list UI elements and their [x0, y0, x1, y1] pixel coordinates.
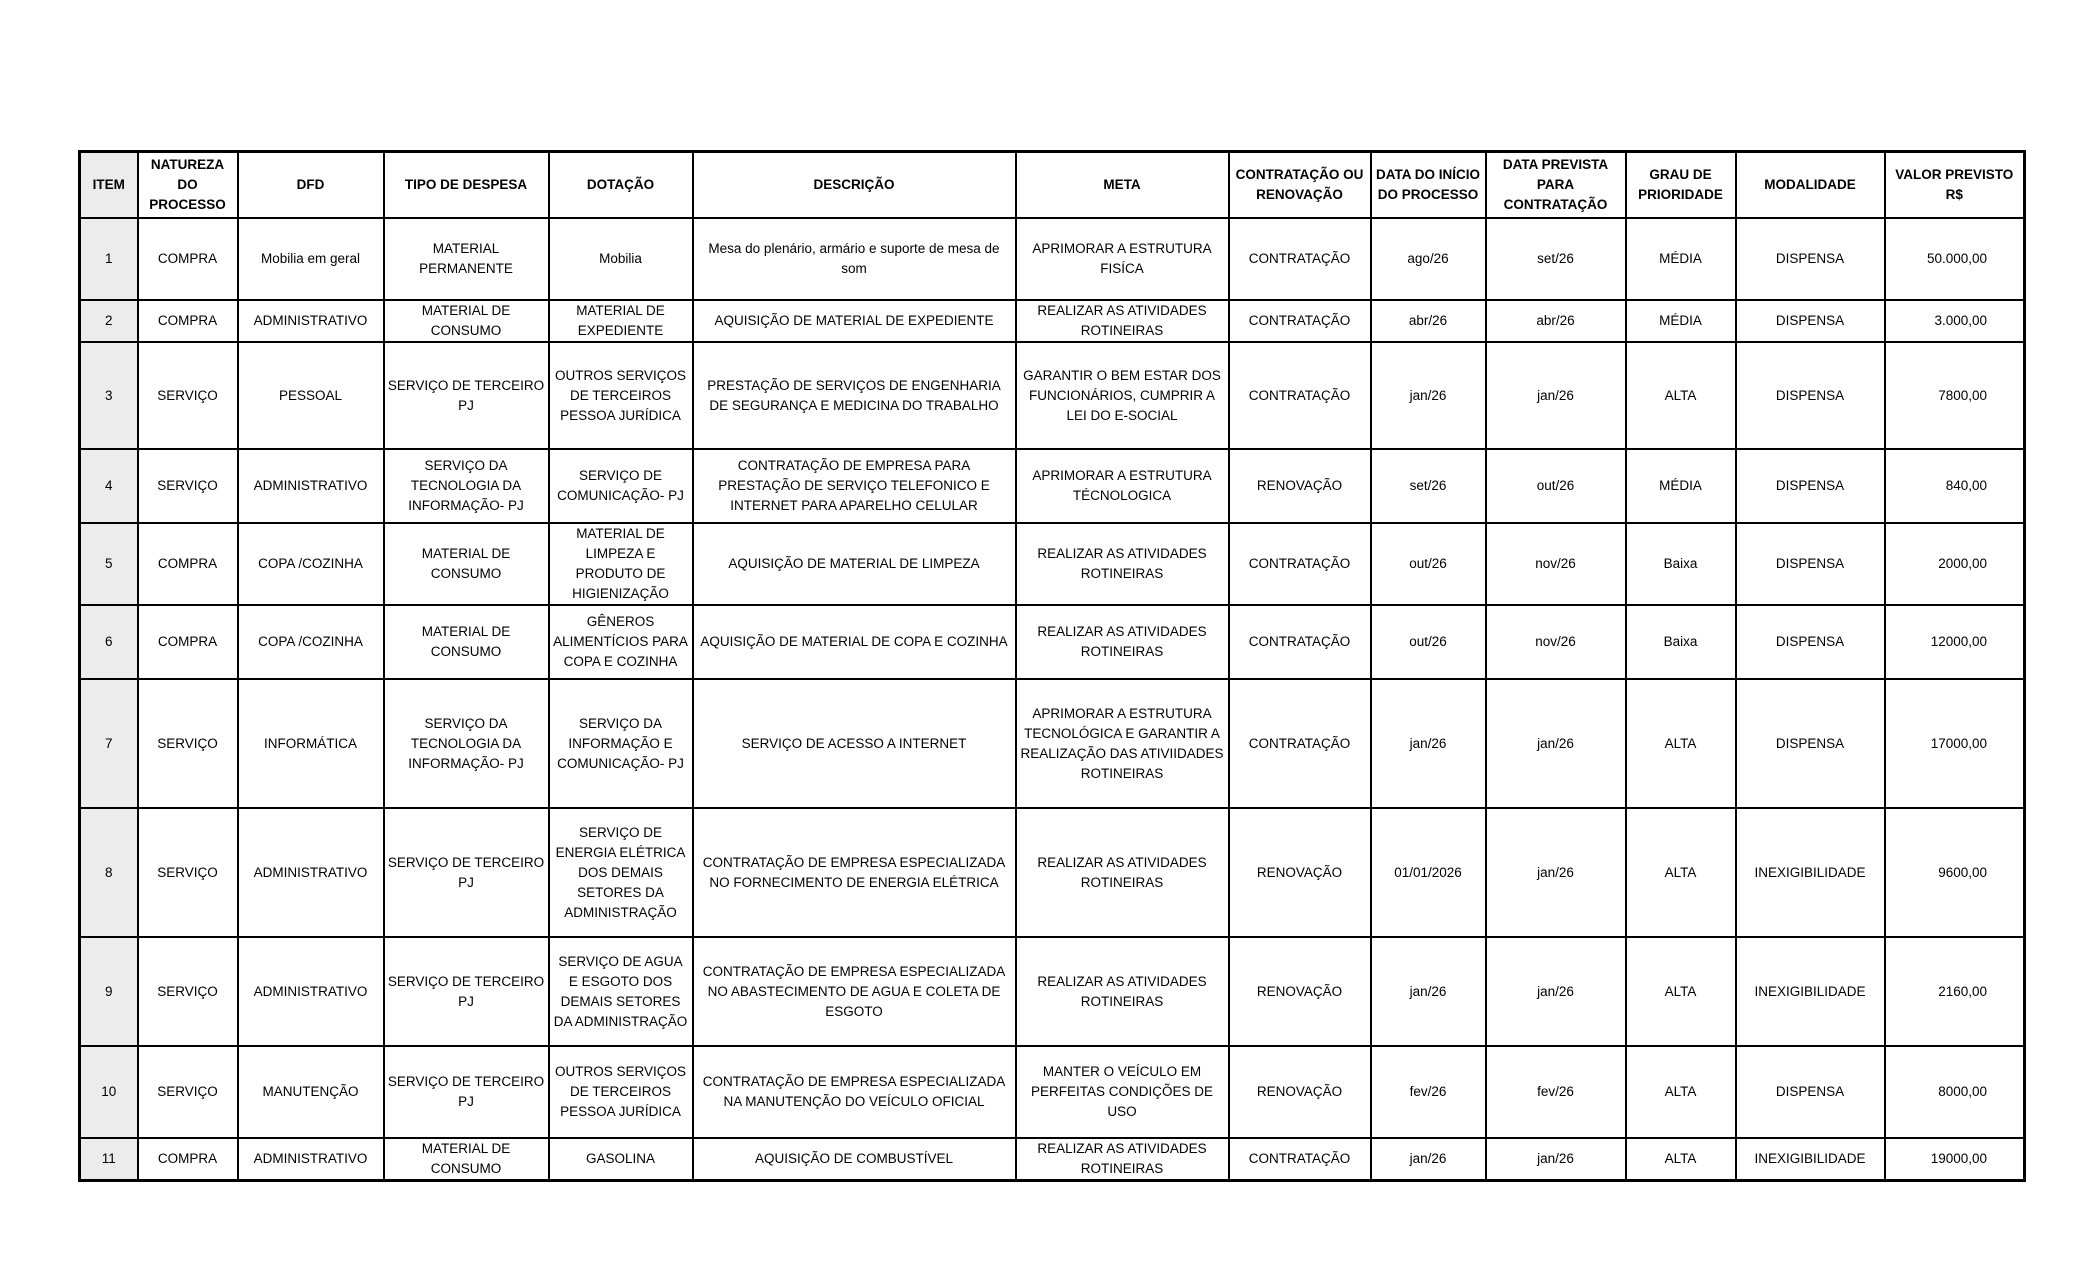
cell-dfd: ADMINISTRATIVO: [238, 808, 384, 937]
cell-valor-previsto: 2000,00: [1885, 523, 2025, 605]
cell-meta: REALIZAR AS ATIVIDADES ROTINEIRAS: [1016, 300, 1229, 342]
cell-valor-previsto: 12000,00: [1885, 605, 2025, 679]
cell-modalidade: DISPENSA: [1736, 300, 1885, 342]
cell-contratacao-renovacao: CONTRATAÇÃO: [1229, 300, 1371, 342]
cell-valor-previsto: 3.000,00: [1885, 300, 2025, 342]
cell-meta: REALIZAR AS ATIVIDADES ROTINEIRAS: [1016, 937, 1229, 1046]
cell-natureza: SERVIÇO: [138, 679, 238, 808]
header-grau-prioridade: GRAU DE PRIORIDADE: [1626, 152, 1736, 219]
cell-tipo-despesa: SERVIÇO DE TERCEIRO PJ: [384, 937, 549, 1046]
cell-modalidade: DISPENSA: [1736, 449, 1885, 523]
table-row: [80, 523, 2025, 605]
cell-tipo-despesa: MATERIAL DE CONSUMO: [384, 1138, 549, 1181]
cell-tipo-despesa: SERVIÇO DE TERCEIRO PJ: [384, 342, 549, 449]
cell-dfd: INFORMÁTICA: [238, 679, 384, 808]
cell-dfd: PESSOAL: [238, 342, 384, 449]
cell-modalidade: DISPENSA: [1736, 679, 1885, 808]
cell-tipo-despesa: MATERIAL PERMANENTE: [384, 218, 549, 300]
cell-grau-prioridade: Baixa: [1626, 523, 1736, 605]
cell-item: 10: [80, 1046, 138, 1138]
cell-grau-prioridade: MÉDIA: [1626, 300, 1736, 342]
header-natureza: NATUREZA DO PROCESSO: [138, 152, 238, 219]
cell-dotacao: OUTROS SERVIÇOS DE TERCEIROS PESSOA JURÍDICA: [549, 342, 693, 449]
cell-natureza: COMPRA: [138, 605, 238, 679]
cell-item: 3: [80, 342, 138, 449]
cell-dfd: ADMINISTRATIVO: [238, 449, 384, 523]
cell-tipo-despesa: SERVIÇO DE TERCEIRO PJ: [384, 1046, 549, 1138]
cell-data-inicio: out/26: [1371, 605, 1486, 679]
table-row: [80, 449, 2025, 523]
cell-contratacao-renovacao: CONTRATAÇÃO: [1229, 1138, 1371, 1181]
cell-tipo-despesa: MATERIAL DE CONSUMO: [384, 523, 549, 605]
cell-dotacao: GÊNEROS ALIMENTÍCIOS PARA COPA E COZINHA: [549, 605, 693, 679]
table-row: [80, 937, 2025, 1046]
cell-meta: REALIZAR AS ATIVIDADES ROTINEIRAS: [1016, 808, 1229, 937]
cell-contratacao-renovacao: CONTRATAÇÃO: [1229, 679, 1371, 808]
cell-descricao: PRESTAÇÃO DE SERVIÇOS DE ENGENHARIA DE SEGURANÇA E MEDICINA DO TRABALHO: [693, 342, 1016, 449]
cell-dfd: COPA /COZINHA: [238, 523, 384, 605]
cell-contratacao-renovacao: RENOVAÇÃO: [1229, 449, 1371, 523]
cell-dotacao: SERVIÇO DE ENERGIA ELÉTRICA DOS DEMAIS SETORES DA ADMINISTRAÇÃO: [549, 808, 693, 937]
cell-dfd: COPA /COZINHA: [238, 605, 384, 679]
cell-natureza: SERVIÇO: [138, 937, 238, 1046]
table-row: [80, 1046, 2025, 1138]
cell-natureza: SERVIÇO: [138, 342, 238, 449]
cell-natureza: SERVIÇO: [138, 449, 238, 523]
table-row: [80, 218, 2025, 300]
cell-descricao: CONTRATAÇÃO DE EMPRESA ESPECIALIZADA NO FORNECIMENTO DE ENERGIA ELÉTRICA: [693, 808, 1016, 937]
cell-meta: APRIMORAR A ESTRUTURA FISÍCA: [1016, 218, 1229, 300]
cell-dotacao: SERVIÇO DA INFORMAÇÃO E COMUNICAÇÃO- PJ: [549, 679, 693, 808]
cell-tipo-despesa: SERVIÇO DA TECNOLOGIA DA INFORMAÇÃO- PJ: [384, 679, 549, 808]
cell-tipo-despesa: MATERIAL DE CONSUMO: [384, 300, 549, 342]
cell-modalidade: DISPENSA: [1736, 342, 1885, 449]
cell-data-prevista: nov/26: [1486, 523, 1626, 605]
cell-grau-prioridade: ALTA: [1626, 1046, 1736, 1138]
cell-descricao: AQUISIÇÃO DE MATERIAL DE LIMPEZA: [693, 523, 1016, 605]
cell-grau-prioridade: Baixa: [1626, 605, 1736, 679]
cell-valor-previsto: 840,00: [1885, 449, 2025, 523]
cell-data-prevista: jan/26: [1486, 808, 1626, 937]
header-dotacao: DOTAÇÃO: [549, 152, 693, 219]
cell-dotacao: OUTROS SERVIÇOS DE TERCEIROS PESSOA JURÍDICA: [549, 1046, 693, 1138]
cell-data-inicio: fev/26: [1371, 1046, 1486, 1138]
cell-meta: REALIZAR AS ATIVIDADES ROTINEIRAS: [1016, 1138, 1229, 1181]
table-row: [80, 605, 2025, 679]
cell-valor-previsto: 8000,00: [1885, 1046, 2025, 1138]
cell-dotacao: SERVIÇO DE COMUNICAÇÃO- PJ: [549, 449, 693, 523]
cell-valor-previsto: 50.000,00: [1885, 218, 2025, 300]
cell-data-inicio: abr/26: [1371, 300, 1486, 342]
procurement-plan-sheet: [78, 150, 2026, 1182]
cell-contratacao-renovacao: CONTRATAÇÃO: [1229, 605, 1371, 679]
cell-modalidade: INEXIGIBILIDADE: [1736, 808, 1885, 937]
header-item: ITEM: [80, 152, 138, 219]
cell-natureza: SERVIÇO: [138, 808, 238, 937]
cell-grau-prioridade: ALTA: [1626, 1138, 1736, 1181]
cell-natureza: COMPRA: [138, 218, 238, 300]
cell-data-prevista: set/26: [1486, 218, 1626, 300]
cell-item: 7: [80, 679, 138, 808]
header-dfd: DFD: [238, 152, 384, 219]
cell-item: 2: [80, 300, 138, 342]
cell-data-inicio: jan/26: [1371, 1138, 1486, 1181]
cell-dfd: ADMINISTRATIVO: [238, 300, 384, 342]
cell-tipo-despesa: MATERIAL DE CONSUMO: [384, 605, 549, 679]
procurement-plan-table: [78, 150, 2026, 1182]
cell-descricao: SERVIÇO DE ACESSO A INTERNET: [693, 679, 1016, 808]
cell-item: 8: [80, 808, 138, 937]
cell-data-inicio: jan/26: [1371, 937, 1486, 1046]
cell-grau-prioridade: MÉDIA: [1626, 449, 1736, 523]
cell-natureza: COMPRA: [138, 1138, 238, 1181]
cell-descricao: CONTRATAÇÃO DE EMPRESA ESPECIALIZADA NO ABASTECIMENTO DE AGUA E COLETA DE ESGOTO: [693, 937, 1016, 1046]
cell-dfd: Mobilia em geral: [238, 218, 384, 300]
header-tipo-despesa: TIPO DE DESPESA: [384, 152, 549, 219]
cell-data-inicio: out/26: [1371, 523, 1486, 605]
cell-valor-previsto: 19000,00: [1885, 1138, 2025, 1181]
table-row: [80, 342, 2025, 449]
cell-meta: REALIZAR AS ATIVIDADES ROTINEIRAS: [1016, 605, 1229, 679]
cell-descricao: Mesa do plenário, armário e suporte de mesa de som: [693, 218, 1016, 300]
cell-item: 1: [80, 218, 138, 300]
header-descricao: DESCRIÇÃO: [693, 152, 1016, 219]
cell-data-prevista: out/26: [1486, 449, 1626, 523]
cell-item: 11: [80, 1138, 138, 1181]
cell-tipo-despesa: SERVIÇO DA TECNOLOGIA DA INFORMAÇÃO- PJ: [384, 449, 549, 523]
header-valor-previsto: VALOR PREVISTO R$: [1885, 152, 2025, 219]
table-row: [80, 808, 2025, 937]
cell-valor-previsto: 17000,00: [1885, 679, 2025, 808]
cell-descricao: CONTRATAÇÃO DE EMPRESA ESPECIALIZADA NA MANUTENÇÃO DO VEÍCULO OFICIAL: [693, 1046, 1016, 1138]
cell-meta: APRIMORAR A ESTRUTURA TÉCNOLOGICA: [1016, 449, 1229, 523]
cell-data-prevista: fev/26: [1486, 1046, 1626, 1138]
cell-item: 9: [80, 937, 138, 1046]
cell-modalidade: DISPENSA: [1736, 1046, 1885, 1138]
cell-dotacao: Mobilia: [549, 218, 693, 300]
header-contratacao-renovacao: CONTRATAÇÃO OU RENOVAÇÃO: [1229, 152, 1371, 219]
cell-modalidade: INEXIGIBILIDADE: [1736, 1138, 1885, 1181]
header-data-prevista: DATA PREVISTA PARA CONTRATAÇÃO: [1486, 152, 1626, 219]
cell-data-inicio: 01/01/2026: [1371, 808, 1486, 937]
cell-data-prevista: jan/26: [1486, 679, 1626, 808]
cell-descricao: CONTRATAÇÃO DE EMPRESA PARA PRESTAÇÃO DE SERVIÇO TELEFONICO E INTERNET PARA APARELHO CELULAR: [693, 449, 1016, 523]
cell-natureza: SERVIÇO: [138, 1046, 238, 1138]
cell-data-inicio: set/26: [1371, 449, 1486, 523]
cell-data-prevista: nov/26: [1486, 605, 1626, 679]
cell-data-inicio: ago/26: [1371, 218, 1486, 300]
cell-valor-previsto: 7800,00: [1885, 342, 2025, 449]
cell-valor-previsto: 9600,00: [1885, 808, 2025, 937]
cell-modalidade: DISPENSA: [1736, 523, 1885, 605]
cell-item: 6: [80, 605, 138, 679]
header-data-inicio: DATA DO INÍCIO DO PROCESSO: [1371, 152, 1486, 219]
cell-contratacao-renovacao: CONTRATAÇÃO: [1229, 342, 1371, 449]
cell-contratacao-renovacao: RENOVAÇÃO: [1229, 808, 1371, 937]
cell-data-prevista: jan/26: [1486, 342, 1626, 449]
cell-meta: REALIZAR AS ATIVIDADES ROTINEIRAS: [1016, 523, 1229, 605]
table-row: [80, 1138, 2025, 1181]
cell-modalidade: INEXIGIBILIDADE: [1736, 937, 1885, 1046]
cell-dfd: ADMINISTRATIVO: [238, 1138, 384, 1181]
cell-meta: GARANTIR O BEM ESTAR DOS FUNCIONÁRIOS, CUMPRIR A LEI DO E-SOCIAL: [1016, 342, 1229, 449]
cell-dfd: MANUTENÇÃO: [238, 1046, 384, 1138]
cell-natureza: COMPRA: [138, 523, 238, 605]
cell-modalidade: DISPENSA: [1736, 605, 1885, 679]
cell-data-prevista: jan/26: [1486, 937, 1626, 1046]
cell-grau-prioridade: ALTA: [1626, 808, 1736, 937]
header-modalidade: MODALIDADE: [1736, 152, 1885, 219]
cell-grau-prioridade: MÉDIA: [1626, 218, 1736, 300]
cell-dotacao: MATERIAL DE LIMPEZA E PRODUTO DE HIGIENIZAÇÃO: [549, 523, 693, 605]
table-row: [80, 300, 2025, 342]
cell-contratacao-renovacao: CONTRATAÇÃO: [1229, 218, 1371, 300]
cell-data-prevista: jan/26: [1486, 1138, 1626, 1181]
cell-descricao: AQUISIÇÃO DE MATERIAL DE COPA E COZINHA: [693, 605, 1016, 679]
cell-dotacao: GASOLINA: [549, 1138, 693, 1181]
header-meta: META: [1016, 152, 1229, 219]
cell-grau-prioridade: ALTA: [1626, 937, 1736, 1046]
cell-dotacao: MATERIAL DE EXPEDIENTE: [549, 300, 693, 342]
table-row: [80, 679, 2025, 808]
cell-data-inicio: jan/26: [1371, 679, 1486, 808]
cell-grau-prioridade: ALTA: [1626, 342, 1736, 449]
cell-dfd: ADMINISTRATIVO: [238, 937, 384, 1046]
cell-grau-prioridade: ALTA: [1626, 679, 1736, 808]
cell-natureza: COMPRA: [138, 300, 238, 342]
cell-descricao: AQUISIÇÃO DE COMBUSTÍVEL: [693, 1138, 1016, 1181]
cell-data-inicio: jan/26: [1371, 342, 1486, 449]
header-row: [80, 152, 2025, 219]
cell-valor-previsto: 2160,00: [1885, 937, 2025, 1046]
cell-contratacao-renovacao: RENOVAÇÃO: [1229, 937, 1371, 1046]
cell-data-prevista: abr/26: [1486, 300, 1626, 342]
cell-item: 5: [80, 523, 138, 605]
cell-item: 4: [80, 449, 138, 523]
cell-contratacao-renovacao: RENOVAÇÃO: [1229, 1046, 1371, 1138]
cell-tipo-despesa: SERVIÇO DE TERCEIRO PJ: [384, 808, 549, 937]
cell-meta: MANTER O VEÍCULO EM PERFEITAS CONDIÇÕES DE USO: [1016, 1046, 1229, 1138]
cell-modalidade: DISPENSA: [1736, 218, 1885, 300]
cell-descricao: AQUISIÇÃO DE MATERIAL DE EXPEDIENTE: [693, 300, 1016, 342]
cell-contratacao-renovacao: CONTRATAÇÃO: [1229, 523, 1371, 605]
cell-meta: APRIMORAR A ESTRUTURA TECNOLÓGICA E GARANTIR A REALIZAÇÃO DAS ATIVIIDADES ROTINEIRAS: [1016, 679, 1229, 808]
cell-dotacao: SERVIÇO DE AGUA E ESGOTO DOS DEMAIS SETORES DA ADMINISTRAÇÃO: [549, 937, 693, 1046]
